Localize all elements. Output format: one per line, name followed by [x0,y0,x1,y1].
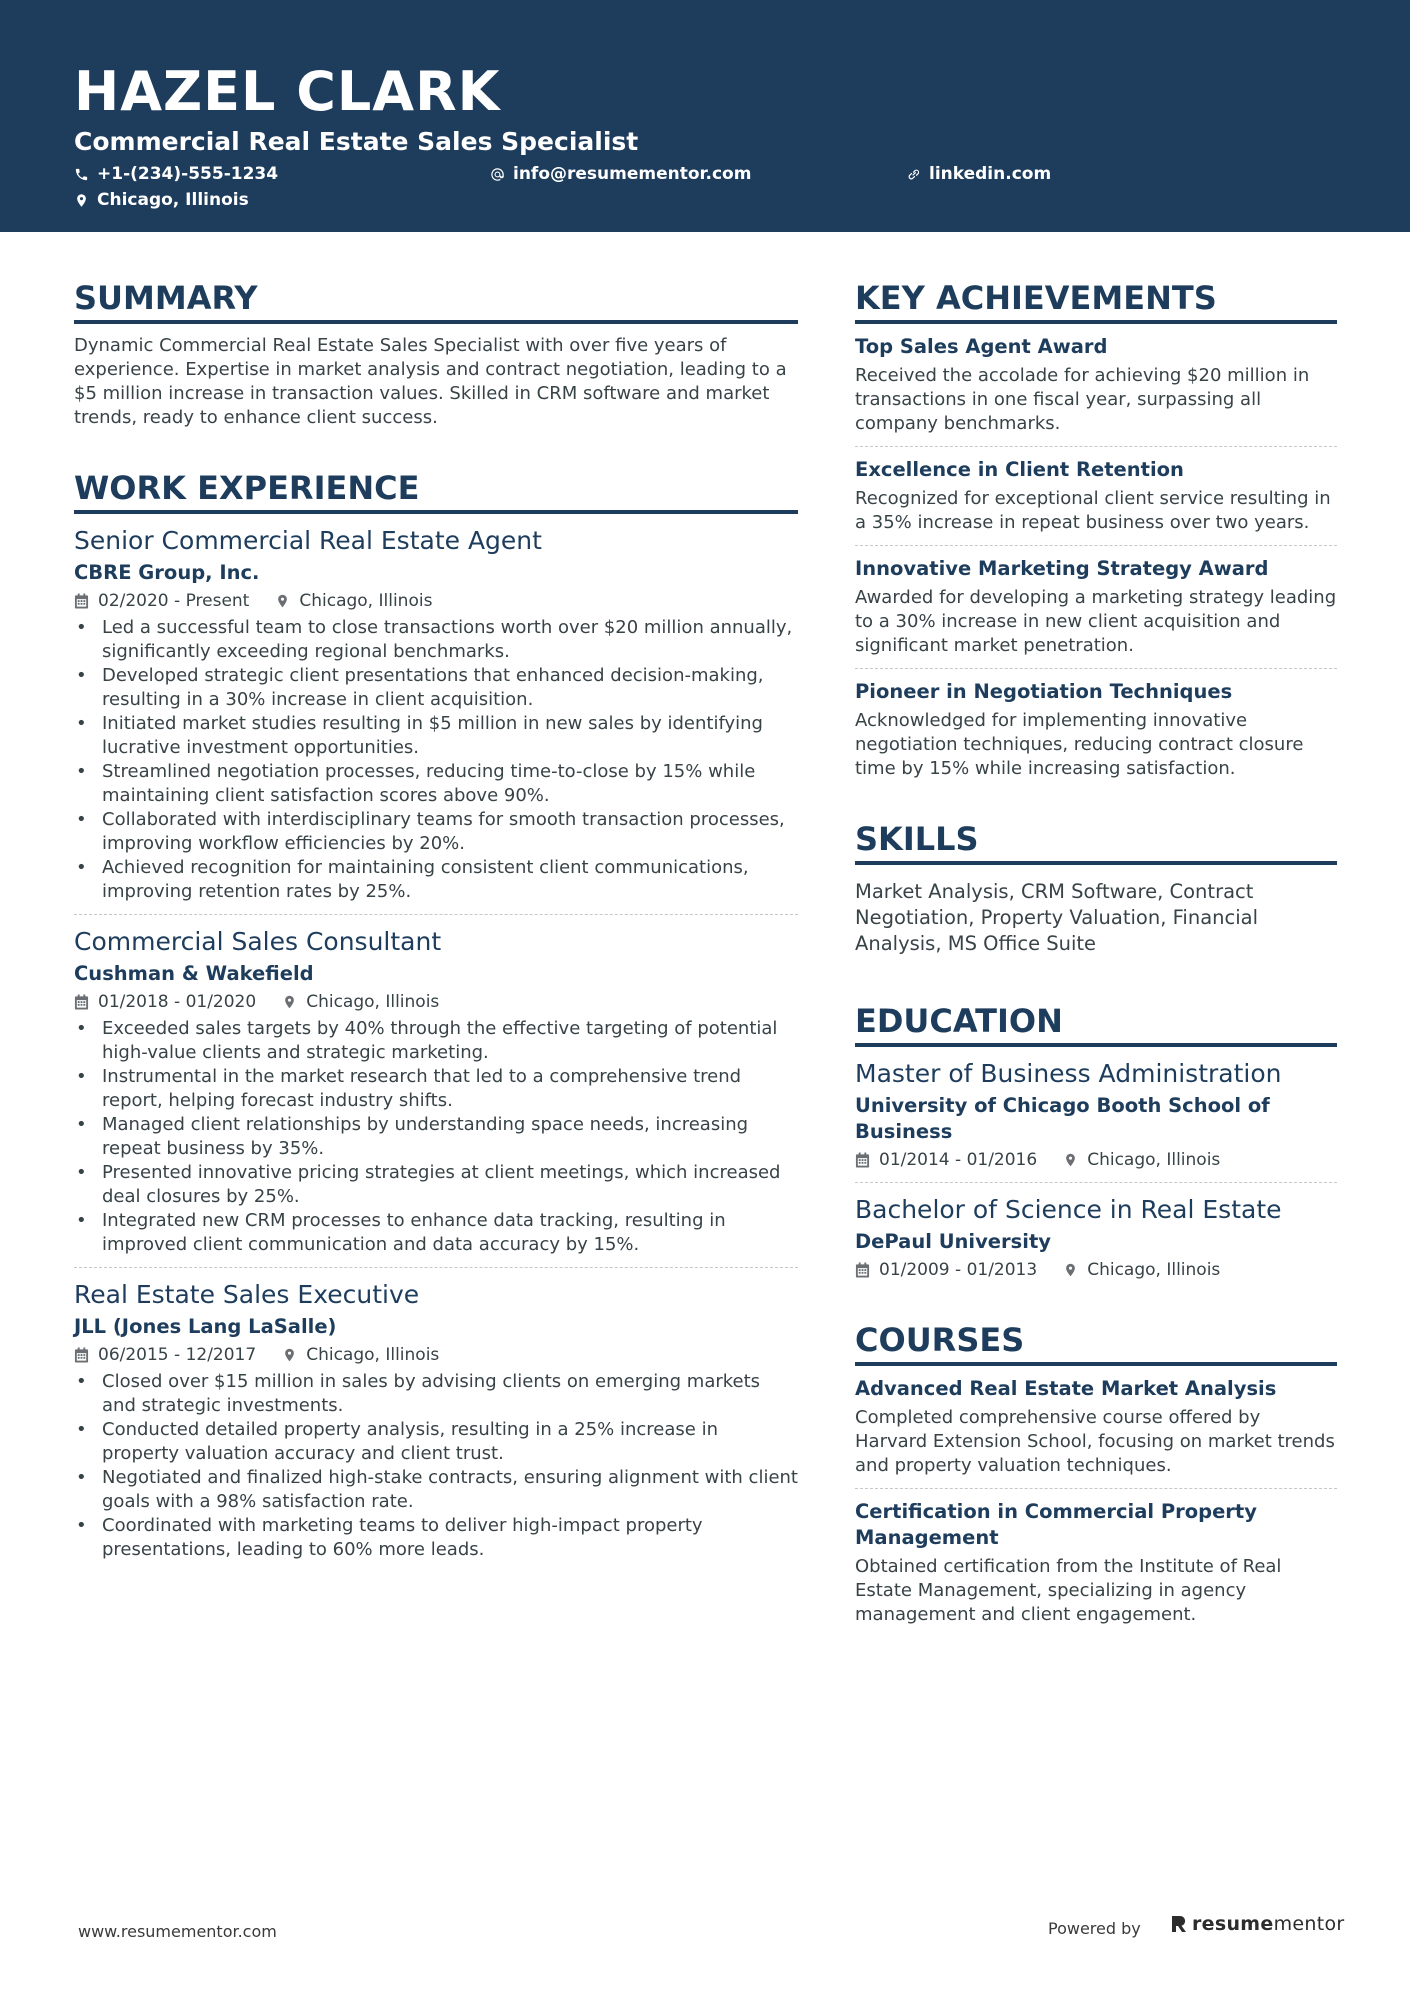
course-item [855,1499,1337,1627]
location-text: Chicago, Illinois [306,1345,440,1365]
school-name: DePaul University [855,1230,1051,1253]
divider [855,1488,1337,1489]
map-pin-icon [74,193,89,208]
candidate-name: HAZEL CLARK [74,60,501,123]
job-bullet: • Led a successful team to close transactions worth over $20 million annually, significantly exceeding regional benchmarks. [74,616,798,664]
map-pin-icon [275,593,290,609]
location-text: Chicago, Illinois [299,591,433,611]
company-name: JLL (Jones Lang LaSalle) [74,1315,337,1338]
map-pin-icon [282,994,297,1010]
course-text: Completed comprehensive course offered by Harvard Extension School, focusing on market trends and property valuation techniques. [855,1407,1335,1476]
calendar-icon [74,994,89,1010]
achievement-title: Innovative Marketing Strategy Award [855,557,1269,580]
contact-linkedin[interactable] [906,163,1051,185]
date-location-row [855,1148,1337,1172]
location-wrap [275,589,432,613]
achievement-text: Acknowledged for implementing innovative negotiation techniques, reducing contract closure time by 15% while increasing satisfaction. [855,710,1304,779]
calendar-icon [74,593,89,609]
job-bullet: • Developed strategic client presentations that enhanced decision-making, resulting in a 30% increase in client acquisition. [74,664,798,712]
achievement-item [855,334,1337,436]
location-text: Chicago, Illinois [97,190,249,210]
school-name: University of Chicago Booth School of Business [855,1094,1270,1143]
date-location-row [74,589,798,613]
course-title: Advanced Real Estate Market Analysis [855,1377,1277,1400]
achievement-title: Excellence in Client Retention [855,458,1184,481]
degree-title: Master of Business Administration [855,1059,1282,1088]
job-title: Real Estate Sales Executive [74,1280,420,1309]
achievement-text: Received the accolade for achieving $20 million in transactions in one fiscal year, surpassing all company benchmarks. [855,365,1310,434]
date-range: 01/2014 - 01/2016 [879,1150,1038,1170]
job-bullet: • Managed client relationships by understanding space needs, increasing repeat business by 35%. [74,1113,798,1161]
job-bullet: • Achieved recognition for maintaining consistent client communications, improving retention rates by 25%. [74,856,798,904]
achievement-list [855,334,1337,781]
course-text: Obtained certification from the Institute of Real Estate Management, specializing in agency management and client engagement. [855,1556,1282,1625]
contact-phone [74,163,278,185]
job-title: Commercial Sales Consultant [74,927,442,956]
candidate-title: Commercial Real Estate Sales Specialist [74,127,639,156]
map-pin-icon [1063,1152,1078,1168]
summary-heading: SUMMARY [74,278,798,324]
course-item [855,1376,1337,1478]
job-entry [74,524,798,904]
achievement-text: Awarded for developing a marketing strategy leading to a 30% increase in new client acquisition and significant market penetration. [855,587,1337,656]
education-item [855,1193,1337,1282]
date-range: 01/2018 - 01/2020 [98,992,257,1012]
resume-header [0,0,1410,232]
date-location-row [74,1343,798,1367]
right-column [855,278,1337,1627]
phone-text: +1-(234)-555-1234 [97,164,279,184]
date-location-row [855,1258,1337,1282]
job-list [74,524,798,1562]
date-range: 01/2009 - 01/2013 [879,1260,1038,1280]
map-pin-icon [1063,1262,1078,1278]
achievement-item [855,556,1337,658]
achievement-title: Top Sales Agent Award [855,335,1108,358]
date-range: 02/2020 - Present [98,591,250,611]
divider [855,668,1337,669]
job-bullet: • Exceeded sales targets by 40% through the effective targeting of potential high-value clients and strategic marketing. [74,1017,798,1065]
divider [74,1267,798,1268]
course-list [855,1376,1337,1627]
experience-heading: WORK EXPERIENCE [74,468,798,514]
date-location-row [74,990,798,1014]
brand-logo[interactable] [1170,1913,1345,1935]
job-bullet: • Initiated market studies resulting in $5 million in new sales by identifying lucrative investment opportunities. [74,712,798,760]
skills-heading: SKILLS [855,819,1337,865]
location-wrap [282,990,439,1014]
company-name: CBRE Group, Inc. [74,561,260,584]
achievement-text: Recognized for exceptional client service resulting in a 35% increase in repeat business over two years. [855,488,1331,533]
job-bullet: • Integrated new CRM processes to enhance data tracking, resulting in improved client communication and data accuracy by 15%. [74,1209,798,1257]
contact-location [74,189,249,211]
brand-name-bold: resume [1192,1913,1274,1935]
location-text: Chicago, Illinois [1087,1260,1221,1280]
job-bullet: • Instrumental in the market research that led to a comprehensive trend report, helping forecast industry shifts. [74,1065,798,1113]
achievements-heading: KEY ACHIEVEMENTS [855,278,1337,324]
education-item [855,1057,1337,1172]
link-icon [906,167,921,182]
footer-url[interactable]: www.resumementor.com [78,1922,277,1941]
contact-email[interactable] [490,163,751,185]
linkedin-text: linkedin.com [929,164,1052,184]
job-bullet: • Closed over $15 million in sales by advising clients on emerging markets and strategic investments. [74,1370,798,1418]
summary-text: Dynamic Commercial Real Estate Sales Specialist with over five years of experience. Expertise in market analysis and contract negotiation, leading to a $5 million increase in transaction values. Skilled in CRM software and market trends, ready to enhance client success. [74,335,787,428]
location-wrap [1063,1148,1220,1172]
calendar-icon [74,1347,89,1363]
location-wrap [1063,1258,1220,1282]
brand-name [1192,1913,1345,1935]
education-list [855,1057,1337,1282]
job-bullet: • Presented innovative pricing strategies at client meetings, which increased deal closures by 25%. [74,1161,798,1209]
location-text: Chicago, Illinois [1087,1150,1221,1170]
divider [855,1182,1337,1183]
job-bullets [74,1017,798,1257]
map-pin-icon [282,1347,297,1363]
degree-title: Bachelor of Science in Real Estate [855,1195,1282,1224]
job-entry [74,925,798,1257]
courses-heading: COURSES [855,1320,1337,1366]
email-text: info@resumementor.com [513,164,752,184]
divider [855,545,1337,546]
date-range: 06/2015 - 12/2017 [98,1345,257,1365]
location-wrap [282,1343,439,1367]
job-bullet: • Conducted detailed property analysis, resulting in a 25% increase in property valuation accuracy and client trust. [74,1418,798,1466]
left-column [74,278,798,1562]
education-heading: EDUCATION [855,1001,1337,1047]
company-name: Cushman & Wakefield [74,962,314,985]
job-bullets [74,1370,798,1562]
job-bullet: • Negotiated and finalized high-stake contracts, ensuring alignment with client goals with a 98% satisfaction rate. [74,1466,798,1514]
divider [855,446,1337,447]
brand-name-light: mentor [1273,1913,1345,1935]
divider [74,914,798,915]
job-bullet: • Collaborated with interdisciplinary teams for smooth transaction processes, improving workflow efficiencies by 20%. [74,808,798,856]
job-entry [74,1278,798,1562]
powered-by-label: Powered by [1048,1919,1141,1938]
resumementor-logo-icon [1170,1914,1188,1934]
skills-text: Market Analysis, CRM Software, Contract Negotiation, Property Valuation, Financial Analysis, MS Office Suite [855,880,1259,955]
at-sign-icon [490,167,505,182]
location-text: Chicago, Illinois [306,992,440,1012]
job-bullet: • Coordinated with marketing teams to deliver high-impact property presentations, leading to 60% more leads. [74,1514,798,1562]
job-title: Senior Commercial Real Estate Agent [74,526,542,555]
achievement-item [855,457,1337,535]
job-bullet: • Streamlined negotiation processes, reducing time-to-close by 15% while maintaining client satisfaction scores above 90%. [74,760,798,808]
job-bullets [74,616,798,904]
calendar-icon [855,1152,870,1168]
phone-icon [74,167,89,182]
achievement-title: Pioneer in Negotiation Techniques [855,680,1233,703]
course-title: Certification in Commercial Property Management [855,1500,1257,1549]
calendar-icon [855,1262,870,1278]
achievement-item [855,679,1337,781]
